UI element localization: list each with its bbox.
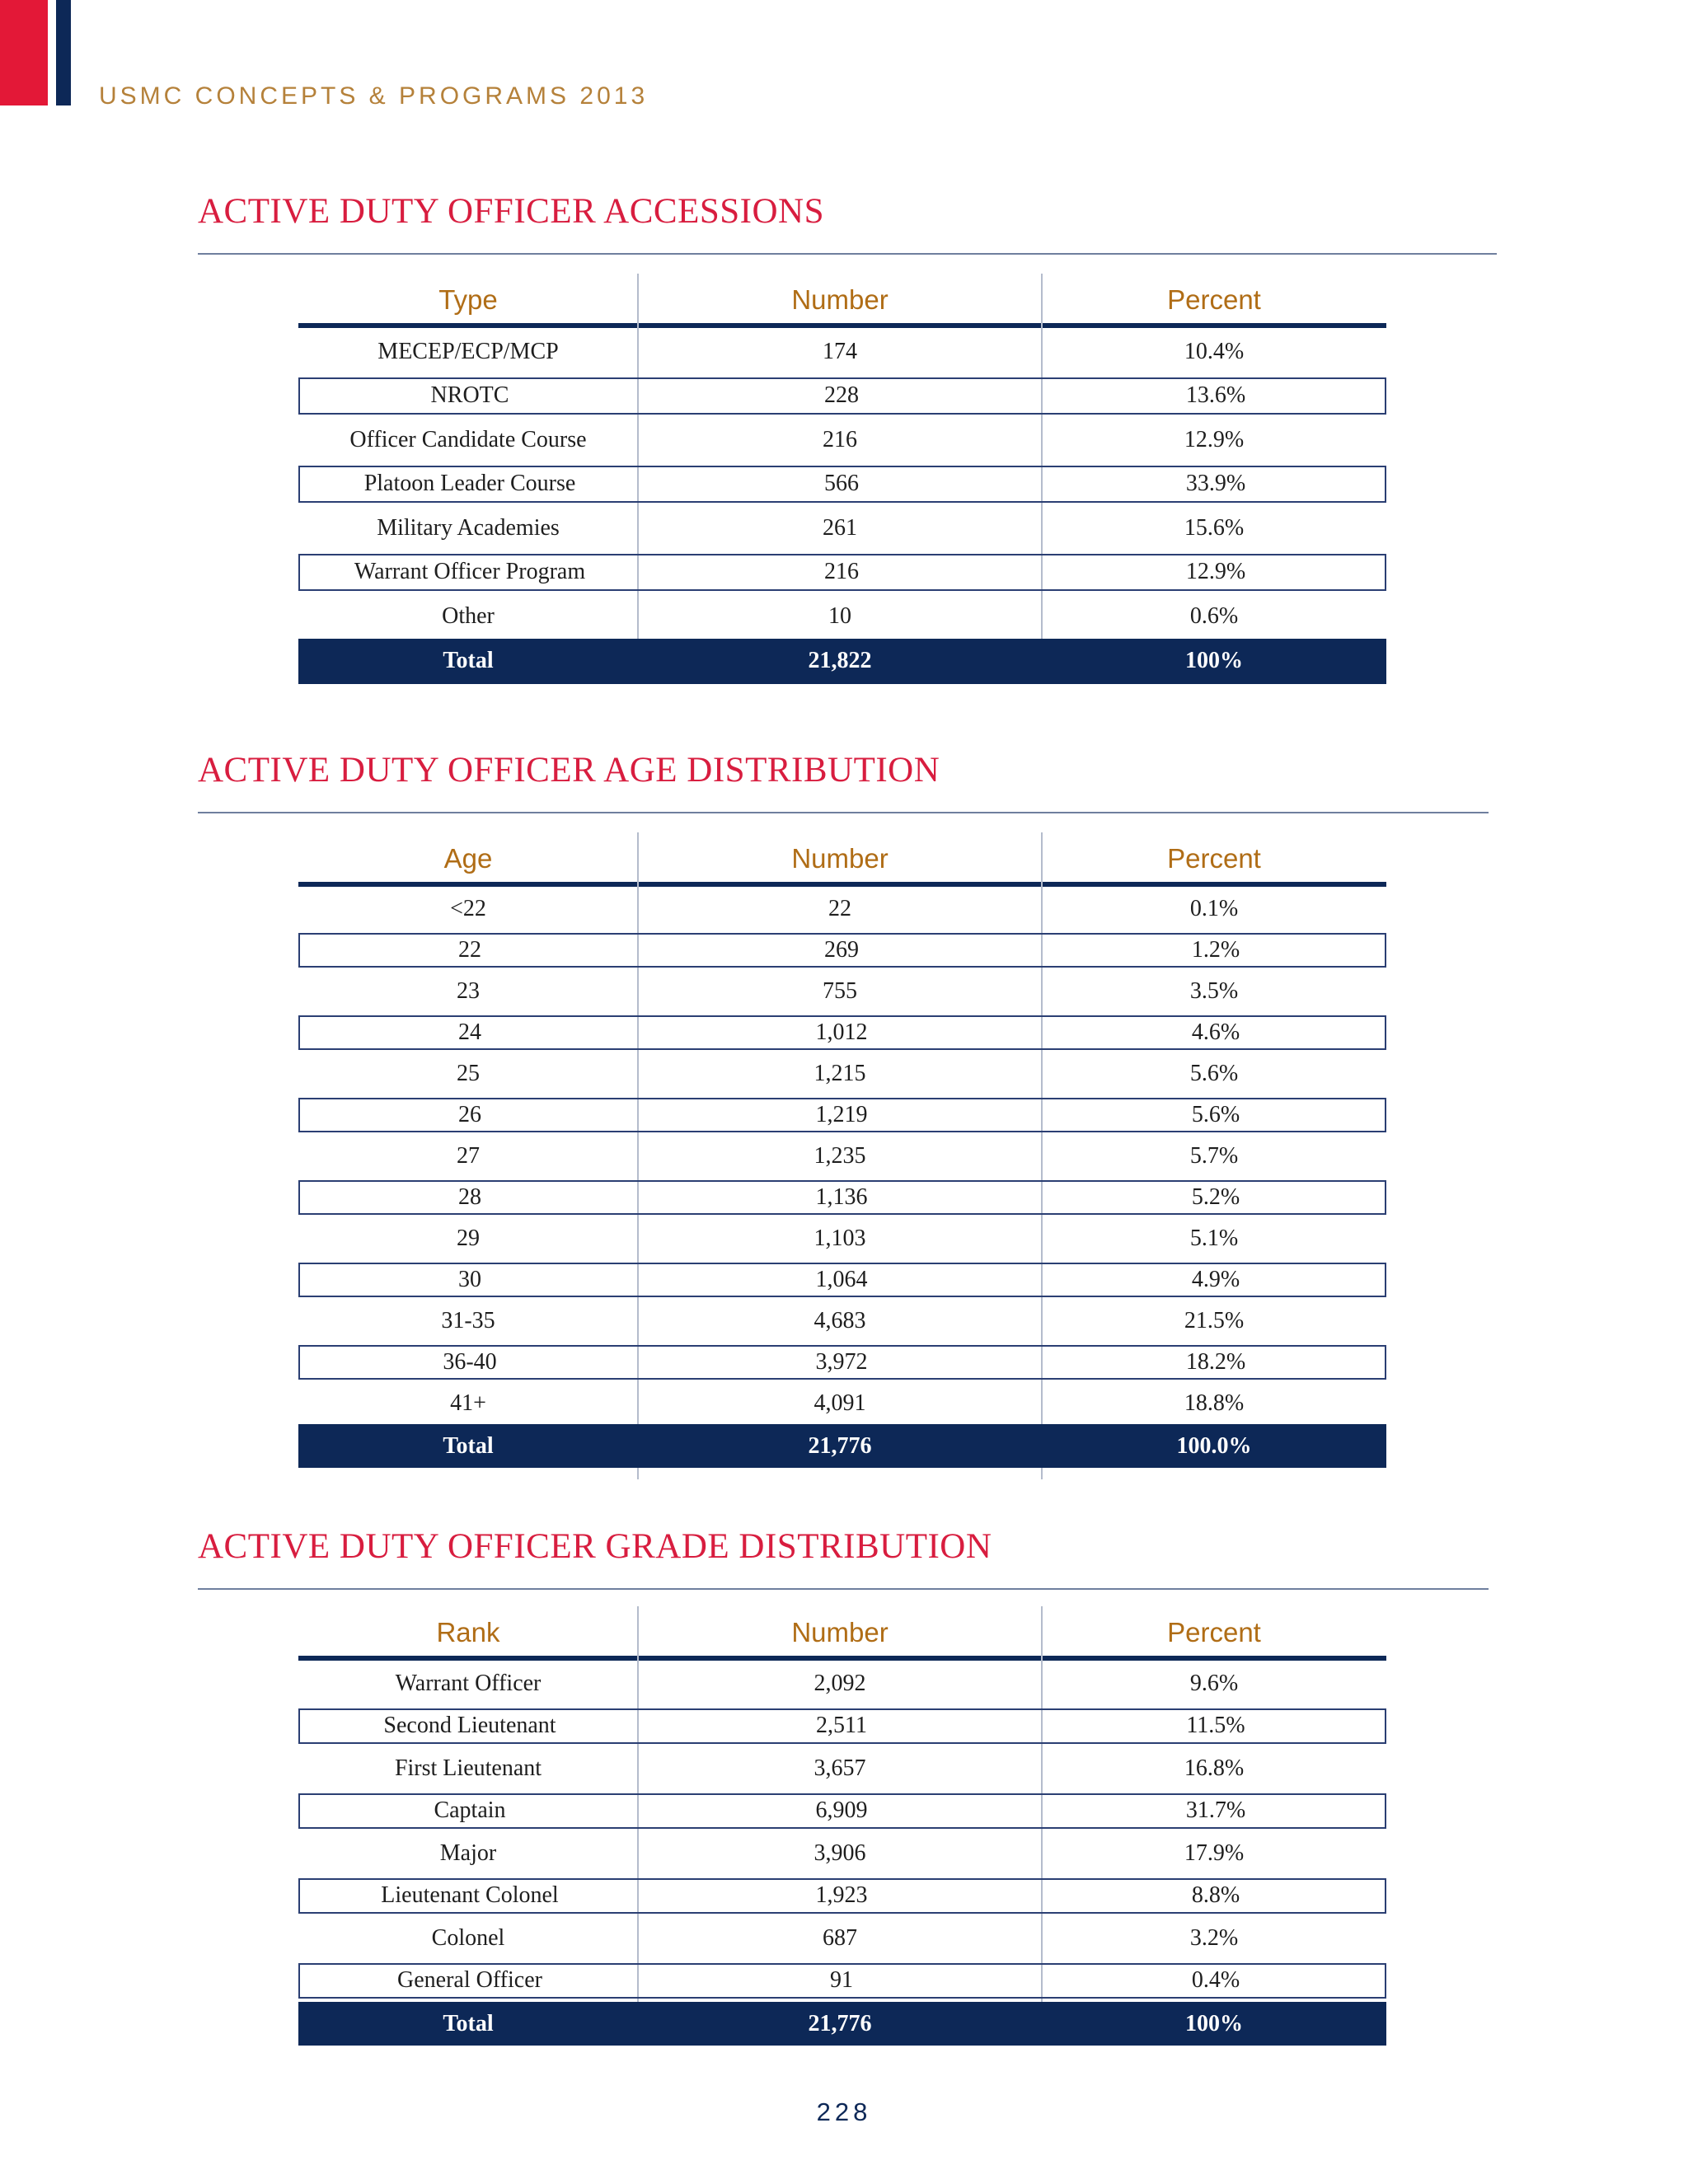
col-type-cell: 22 [458,937,481,963]
table-row [298,1015,1386,1050]
col-number-cell: 1,103 [814,1226,866,1251]
brand-bar-red [0,0,48,105]
running-head: USMC CONCEPTS & PROGRAMS 2013 [99,82,649,110]
col-percent-cell: 9.6% [1189,1670,1239,1696]
col-number-cell: 216 [823,426,857,452]
col-type-cell: Second Lieutenant [383,1713,556,1739]
col-percent-cell: 3.2% [1189,1924,1239,1951]
col-type-cell: General Officer [397,1967,542,1994]
col-type-cell: Other [442,602,495,629]
col-number-cell: 3,657 [814,1755,866,1781]
table-row [298,1832,1386,1875]
col-number-cell: 3,972 [815,1349,868,1375]
table-row [298,1345,1386,1380]
column-header: Number [791,284,889,315]
col-number-cell: 269 [824,937,859,963]
table-row [298,1963,1386,1999]
data-table [298,1606,1386,2036]
col-number-cell: 91 [830,1967,853,1994]
col-percent-cell: 31.7% [1185,1797,1246,1824]
col-type-cell: <22 [450,896,486,921]
col-type-cell: 28 [458,1184,481,1210]
column-header: Percent [1167,284,1261,315]
table-row [298,418,1386,462]
table-row [298,594,1386,639]
table-row [298,1917,1386,1960]
page-number: 228 [816,2097,872,2126]
col-number-cell: 4,091 [814,1390,866,1416]
col-percent-cell: 3.5% [1189,978,1239,1004]
total-col-percent-cell: 100.0% [1176,1432,1252,1459]
col-percent-cell: 5.6% [1189,1061,1239,1086]
section-rule [198,812,1489,813]
header-rule [298,882,1386,887]
table-row [298,1098,1386,1132]
section-title: ACTIVE DUTY OFFICER ACCESSIONS [198,192,825,231]
table-row [298,506,1386,551]
table-row [298,888,1386,930]
brand-bar-navy [56,0,71,105]
table-row [298,554,1386,592]
total-col-type-cell: Total [443,1432,494,1459]
section-rule [198,253,1497,255]
col-number-cell: 3,906 [814,1840,866,1866]
col-percent-cell: 0.6% [1189,602,1239,629]
total-row [298,639,1386,684]
data-table [298,832,1386,1459]
data-table [298,274,1386,673]
col-percent-cell: 5.2% [1191,1184,1240,1210]
col-type-cell: 26 [458,1102,481,1127]
col-percent-cell: 15.6% [1184,514,1245,541]
col-type-cell: 30 [458,1267,481,1292]
col-number-cell: 1,215 [814,1061,866,1086]
table-row [298,1136,1386,1177]
table-row [298,933,1386,968]
col-percent-cell: 5.7% [1189,1143,1239,1169]
table-row [298,466,1386,504]
col-percent-cell: 21.5% [1184,1308,1245,1333]
total-col-number-cell: 21,776 [808,1432,872,1459]
col-type-cell: Captain [434,1797,506,1824]
col-type-cell: 41+ [450,1390,486,1416]
total-col-type-cell: Total [443,2010,494,2036]
col-type-cell: 29 [457,1226,480,1251]
section-title: ACTIVE DUTY OFFICER GRADE DISTRIBUTION [198,1527,992,1566]
col-type-cell: Officer Candidate Course [349,426,587,452]
table-row [298,1878,1386,1915]
total-col-number-cell: 21,776 [808,2010,872,2036]
col-number-cell: 174 [823,338,857,364]
col-type-cell: NROTC [430,382,509,409]
col-type-cell: MECEP/ECP/MCP [377,338,559,364]
column-header: Age [443,843,493,874]
col-number-cell: 755 [823,978,857,1004]
col-number-cell: 228 [824,382,859,409]
col-number-cell: 1,012 [815,1019,868,1045]
col-type-cell: Warrant Officer Program [354,559,586,585]
col-type-cell: Warrant Officer [395,1670,542,1696]
col-number-cell: 1,923 [815,1882,868,1909]
col-type-cell: Major [439,1840,497,1866]
col-type-cell: 25 [457,1061,480,1086]
col-percent-cell: 4.9% [1191,1267,1240,1292]
table-row [298,330,1386,374]
col-number-cell: 6,909 [815,1797,868,1824]
col-number-cell: 10 [828,602,851,629]
col-number-cell: 1,219 [815,1102,868,1127]
total-col-type-cell: Total [443,648,494,673]
col-type-cell: 27 [457,1143,480,1169]
table-row [298,1180,1386,1215]
table-row [298,1708,1386,1745]
col-percent-cell: 4.6% [1191,1019,1240,1045]
table-row [298,1793,1386,1830]
col-type-cell: Lieutenant Colonel [381,1882,559,1909]
col-percent-cell: 8.8% [1191,1882,1240,1909]
col-percent-cell: 18.8% [1184,1390,1245,1416]
table-header [298,832,1386,885]
col-percent-cell: 17.9% [1184,1840,1245,1866]
col-number-cell: 687 [823,1924,857,1951]
col-percent-cell: 13.6% [1185,382,1246,409]
table-row [298,1747,1386,1790]
col-percent-cell: 5.6% [1191,1102,1240,1127]
col-number-cell: 2,092 [814,1670,866,1696]
col-type-cell: 31-35 [441,1308,495,1333]
col-percent-cell: 5.1% [1189,1226,1239,1251]
total-col-percent-cell: 100% [1185,2010,1243,2036]
col-percent-cell: 33.9% [1185,471,1246,497]
col-type-cell: First Lieutenant [394,1755,542,1781]
total-row [298,2002,1386,2046]
total-row [298,1424,1386,1468]
col-percent-cell: 0.1% [1189,896,1239,921]
col-type-cell: Colonel [431,1924,505,1951]
column-header: Number [791,843,889,874]
col-number-cell: 1,136 [815,1184,868,1210]
table-row [298,1662,1386,1705]
column-header: Percent [1167,843,1261,874]
total-col-percent-cell: 100% [1185,648,1243,673]
col-type-cell: Military Academies [377,514,560,541]
table-row [298,971,1386,1012]
col-percent-cell: 12.9% [1185,559,1246,585]
table-row [298,377,1386,415]
column-header: Type [438,284,498,315]
col-percent-cell: 0.4% [1191,1967,1240,1994]
col-number-cell: 566 [824,471,859,497]
table-header [298,1606,1386,1659]
column-header: Percent [1167,1617,1261,1647]
header-rule [298,323,1386,328]
total-col-number-cell: 21,822 [808,648,872,673]
table-header [298,274,1386,326]
table-row [298,1218,1386,1259]
section-title: ACTIVE DUTY OFFICER AGE DISTRIBUTION [198,751,940,790]
table-row [298,1053,1386,1094]
col-number-cell: 1,064 [815,1267,868,1292]
col-percent-cell: 1.2% [1191,937,1240,963]
col-type-cell: 36-40 [443,1349,497,1375]
table-row [298,1263,1386,1297]
col-number-cell: 261 [823,514,857,541]
col-percent-cell: 18.2% [1185,1349,1246,1375]
col-percent-cell: 12.9% [1184,426,1245,452]
col-number-cell: 2,511 [816,1713,867,1739]
col-number-cell: 1,235 [814,1143,866,1169]
col-number-cell: 22 [828,896,851,921]
col-number-cell: 216 [824,559,859,585]
col-type-cell: 23 [457,978,480,1004]
col-number-cell: 4,683 [814,1308,866,1333]
section-rule [198,1588,1489,1590]
col-type-cell: Platoon Leader Course [363,471,576,497]
col-percent-cell: 10.4% [1184,338,1245,364]
col-percent-cell: 11.5% [1186,1713,1245,1739]
col-type-cell: 24 [458,1019,481,1045]
table-row [298,1301,1386,1342]
header-rule [298,1656,1386,1661]
column-header: Number [791,1617,889,1647]
column-header: Rank [436,1617,500,1647]
col-percent-cell: 16.8% [1184,1755,1245,1781]
table-row [298,1383,1386,1424]
